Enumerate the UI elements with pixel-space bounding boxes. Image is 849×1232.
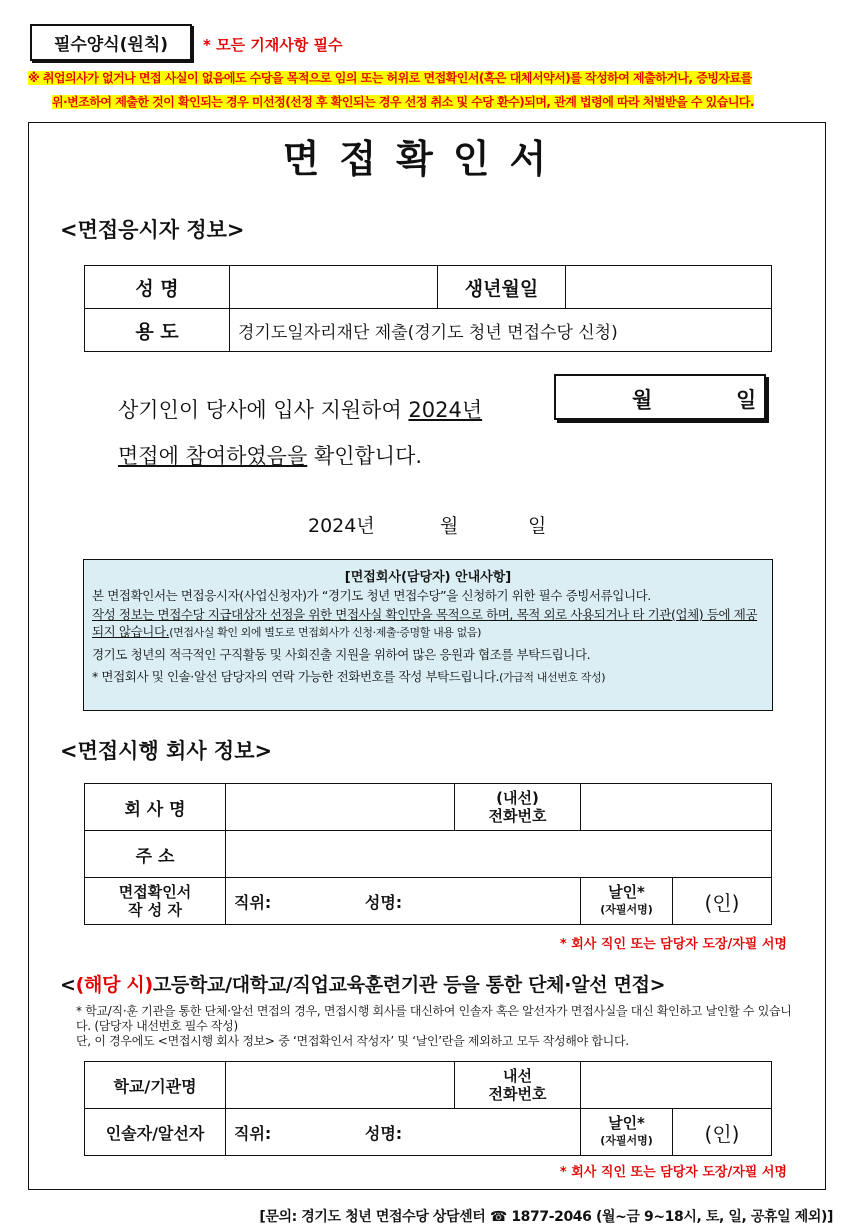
month-label: 월 [632,388,653,412]
writer-position-label: 직위: [234,892,272,912]
group-seal-label [581,1109,673,1156]
group-phone-field[interactable] [581,1062,772,1109]
group-title-text: 고등학교/대학교/직업교육훈련기관 등을 통한 단체·알선 면접> [152,974,666,996]
group-table [84,1061,772,1156]
group-seal-label-2: (자필서명) [600,1134,653,1147]
required-note: * 모든 기재사항 필수 [203,36,343,54]
school-label: 학교/기관명 [85,1062,226,1109]
interview-date-box[interactable] [554,374,766,420]
confirm-text: 상기인이 당사에 입사 지원하여 [118,398,409,422]
company-seal-note: * 회사 직인 또는 담당자 도장/자필 서명 [559,937,787,952]
company-phone-label-2: 전화번호 [488,807,547,825]
applicant-birth-field[interactable] [566,266,772,309]
writer-label [85,878,226,925]
company-table [84,783,772,925]
group-title-condition: (해당 시) [75,974,153,996]
company-seal-label-1: 날인* [608,883,645,901]
group-section-title [60,970,665,997]
confirm-year: 2024년 [408,398,483,422]
company-name-label: 회 사 명 [85,784,226,831]
group-description [76,1004,806,1049]
purpose-value: 경기도일자리재단 제출(경기도 청년 면접수당 신청) [230,309,772,352]
writer-field[interactable] [226,878,581,925]
writer-label-1: 면접확인서 [118,883,192,901]
company-phone-field[interactable] [581,784,772,831]
date-day: 일 [528,515,547,537]
contact-footer: [문의: 경기도 청년 면접수당 상담센터 ☎ 1877-2046 (월~금 9~18시, 토, 일, 공휴일 제외)] [259,1209,833,1225]
company-address-field[interactable] [226,831,772,878]
group-seal-note: * 회사 직인 또는 담당자 도장/자필 서명 [559,1165,787,1180]
company-phone-label [455,784,581,831]
form-type-badge: 필수양식(원칙) [30,24,192,61]
notice-para-2: 작성 정보는 면접수당 지급대상자 선정을 위한 면접사실 확인만을 목적으로 하며, 목적 외로 사용되거나 타 기관(업체) 등에 제공되지 않습니다. [92,607,758,639]
birth-label: 생년월일 [438,266,566,309]
company-seal-label-2: (자필서명) [600,903,653,916]
confirm-line-2 [118,440,422,470]
group-seal-label-1: 날인* [608,1114,645,1132]
leader-field[interactable] [226,1109,581,1156]
group-phone-label-2: 전화번호 [488,1085,547,1103]
warning-line-1: ※ 취업의사가 없거나 면접 사실이 없음에도 수당을 목적으로 임의 또는 허위로 면접확인서(혹은 대체서약서)를 작성하여 제출하거나, 증빙자료를 [28,71,752,85]
group-title-prefix: < [60,974,76,996]
company-phone-label-1: (내선) [496,789,539,807]
day-label: 일 [736,388,757,412]
company-notice-box [83,559,773,711]
warning-notice [28,66,834,114]
confirm-participated: 면접에 참여하였음을 [118,444,308,468]
company-seal-label [581,878,673,925]
notice-title: [면접회사(담당자) 안내사항] [344,570,512,585]
writer-label-2: 작 성 자 [128,901,182,919]
purpose-label: 용 도 [85,309,230,352]
group-seal-field[interactable]: (인) [673,1109,772,1156]
company-name-field[interactable] [226,784,455,831]
school-name-field[interactable] [226,1062,455,1109]
confirm-line-1 [118,394,482,424]
notice-para-1: 본 면접확인서는 면접응시자(사업신청자)가 “경기도 청년 면접수당”을 신청하기 위한 필수 증빙서류입니다. [92,588,651,603]
date-month: 월 [440,515,459,537]
applicant-name-field[interactable] [230,266,438,309]
writer-person-label: 성명: [364,892,403,912]
group-desc-1: * 학교/직·훈 기관을 통한 단체·알선 면접의 경우, 면접시행 회사를 대신하여 인솔자 혹은 알선자가 면접사실을 대신 확인하고 날인할 수 있습니다. (담당자 내선번호 필수 작성) [76,1004,792,1033]
warning-line-2: 위·변조하여 제출한 것이 확인되는 경우 미선정(선정 후 확인되는 경우 선정 취소 및 수당 환수)되며, 관계 법령에 따라 처벌받을 수 있습니다. [52,95,755,109]
applicant-section-title: <면접응시자 정보> [60,218,245,242]
confirm-end: 확인합니다. [307,444,423,468]
address-label: 주 소 [85,831,226,878]
company-section-title: <면접시행 회사 정보> [60,739,273,763]
group-phone-label-1: 내선 [503,1067,532,1085]
group-phone-label [455,1062,581,1109]
leader-label: 인솔자/알선자 [85,1109,226,1156]
name-label: 성 명 [85,266,230,309]
date-year: 2024년 [308,515,375,537]
notice-para-4: * 면접회사 및 인솔·알선 담당자의 연락 가능한 전화번호를 작성 부탁드립니다. [92,669,500,684]
company-seal-field[interactable]: (인) [673,878,772,925]
notice-para-4-note: (가급적 내선번호 작성) [499,671,606,684]
group-desc-2: 단, 이 경우에도 <면접시행 회사 정보> 중 ‘면접확인서 작성자’ 및 ‘날인’란을 제외하고 모두 작성해야 합니다. [76,1034,629,1048]
notice-para-3: 경기도 청년의 적극적인 구직활동 및 사회진출 지원을 위하여 많은 응원과 협조를 부탁드립니다. [92,647,591,662]
leader-position-label: 직위: [234,1123,272,1143]
applicant-table [84,265,772,352]
leader-person-label: 성명: [364,1123,403,1143]
notice-para-2-note: (면접사실 확인 외에 별도로 면접회사가 신청·제출·증명할 내용 없음) [169,626,481,639]
page-title: 면접확인서 [282,137,567,181]
